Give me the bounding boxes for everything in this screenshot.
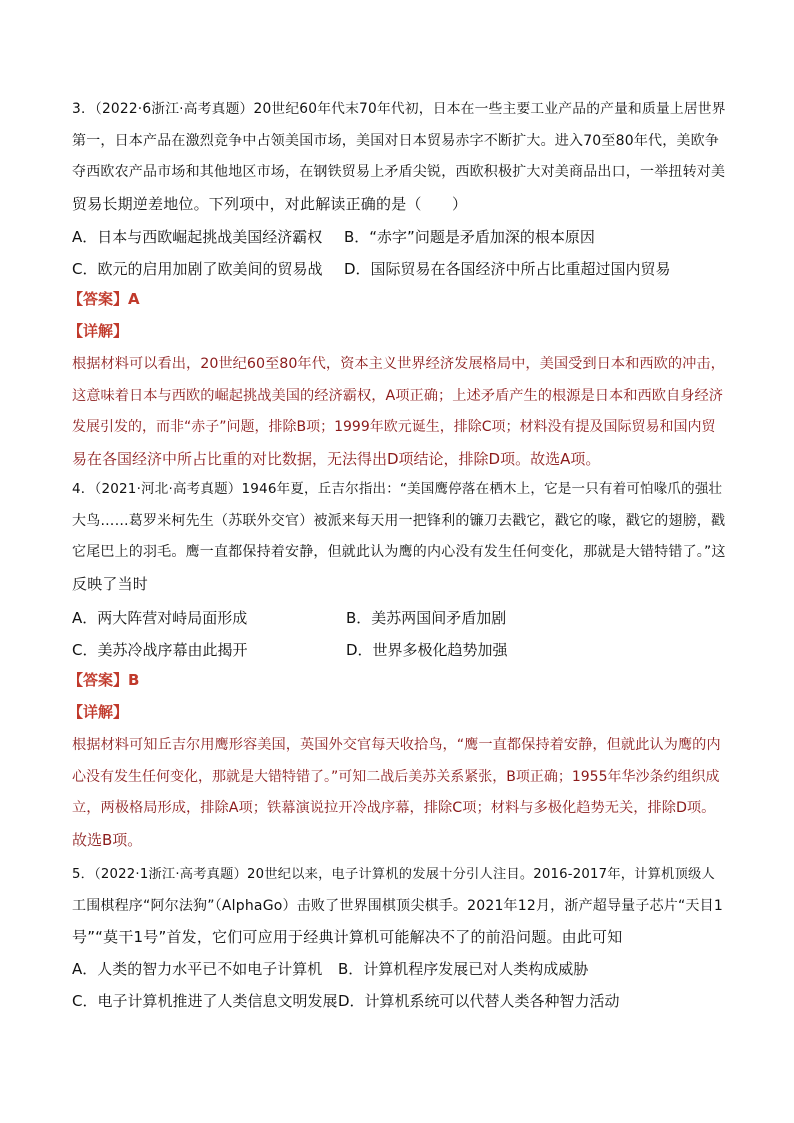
q5-line-1: 5．（2022·1浙江·高考真题）20世纪以来，电子计算机的发展十分引人注目。2016-2017年，计算机顶级人	[72, 867, 715, 882]
q4-exp-line-4: 故选B项。	[72, 830, 143, 849]
question-5-stem	[72, 859, 726, 954]
q4-exp-line-2: 心没有发生任何变化，那就是大错特错了。”可知二战后美苏关系紧张，B项正确；1955年华沙条约组织成	[72, 768, 720, 785]
q5-option-a[interactable]: A．人类的智力水平已不如电子计算机	[72, 960, 323, 978]
q5-option-c[interactable]: C．电子计算机推进了人类信息文明发展	[72, 991, 338, 1010]
q5-option-row-1	[72, 954, 726, 986]
q3-exp-line-4: 易在各国经济中所占比重的对比数据，无法得出D项结论，排除D项。故选A项。	[72, 449, 601, 468]
q4-detail-label: 【详解】	[68, 703, 129, 721]
q4-exp-line-3: 立，两极格局形成，排除A项；铁幕演说拉开冷战序幕，排除C项；材料与多极化趋势无关，排除D项。	[72, 800, 716, 816]
question-5-options	[72, 954, 726, 1017]
q5-option-row-2	[72, 986, 726, 1018]
q3-option-d[interactable]: D．国际贸易在各国经济中所占比重超过国内贸易	[344, 259, 671, 278]
answer-value: B	[128, 671, 140, 689]
question-4-stem	[72, 474, 726, 600]
q3-answer	[68, 288, 140, 309]
q4-option-row-1	[72, 603, 726, 635]
answer-label: 【答案】	[68, 290, 129, 308]
q5-line-3: 号”“莫干1号”首发，它们可应用于经典计算机可能解决不了的前沿问题。由此可知	[72, 928, 623, 946]
q4-line-2: 大鸟……葛罗米柯先生（苏联外交官）被派来每天用一把锋利的镰刀去戳它，戳它的喙，戳它的翅膀，戳	[72, 512, 726, 529]
q3-line-3: 夺西欧农产品市场和其他地区市场，在钢铁贸易上矛盾尖锐，西欧积极扩大对美商品出口，一举扭转对美	[72, 164, 726, 180]
q4-option-b[interactable]: B．美苏两国间矛盾加剧	[346, 609, 507, 627]
q3-option-c[interactable]: C．欧元的启用加剧了欧美间的贸易战	[72, 259, 323, 278]
q5-option-b[interactable]: B．计算机程序发展已对人类构成威胁	[338, 960, 589, 978]
q4-line-1: 4．（2021·河北·高考真题）1946年夏，丘吉尔指出：“美国鹰停落在栖木上，它是一只有着可怕喙爪的强壮	[72, 481, 723, 497]
q3-line-1: 3．（2022·6浙江·高考真题）20世纪60年代末70年代初，日本在一些主要工业产品的产量和质量上居世界	[72, 101, 726, 117]
q3-option-row-2	[72, 254, 726, 286]
q4-option-c[interactable]: C．美苏冷战序幕由此揭开	[72, 640, 248, 659]
q5-option-d[interactable]: D．计算机系统可以代替人类各种智力活动	[338, 991, 620, 1010]
q3-line-4: 贸易长期逆差地位。下列项中，对此解读正确的是（ ）	[72, 194, 468, 213]
q5-line-2: 工围棋程序“阿尔法狗”（AlphaGo）击败了世界围棋顶尖棋手。2021年12月，浙产超导量子芯片“天目1	[72, 897, 723, 914]
q3-option-b[interactable]: B．“赤字”问题是矛盾加深的根本原因	[344, 228, 595, 246]
q3-exp-line-1: 根据材料可以看出，20世纪60至80年代，资本主义世界经济发展格局中，美国受到日本和西欧的冲击，	[72, 356, 725, 372]
q4-option-a[interactable]: A．两大阵营对峙局面形成	[72, 609, 248, 627]
question-4-options	[72, 603, 726, 666]
q4-line-4: 反映了当时	[72, 574, 149, 593]
q3-exp-line-2: 这意味着日本与西欧的崛起挑战美国的经济霸权，A项正确；上述矛盾产生的根源是日本和西欧自身经济	[72, 387, 724, 404]
answer-label: 【答案】	[68, 671, 129, 689]
question-3-stem	[72, 94, 726, 220]
answer-value: A	[128, 290, 140, 308]
q4-line-3: 它尾巴上的羽毛。鹰一直都保持着安静，但就此认为鹰的内心没有发生任何变化，那就是大错特错了。”这	[72, 544, 726, 560]
q3-explanation	[72, 349, 726, 475]
q3-exp-line-3: 发展引发的，而非“赤子”问题，排除B项；1999年欧元诞生，排除C项；材料没有提及国际贸易和国内贸	[72, 419, 716, 435]
q4-answer	[68, 669, 139, 690]
q3-line-2: 第一，日本产品在激烈竞争中占领美国市场，美国对日本贸易赤字不断扩大。进入70至80年代，美欧争	[72, 132, 720, 149]
q3-detail-label: 【详解】	[68, 322, 129, 340]
q4-option-row-2	[72, 635, 726, 667]
q4-explanation	[72, 730, 726, 856]
q4-option-d[interactable]: D．世界多极化趋势加强	[346, 640, 508, 659]
question-3-options	[72, 222, 726, 285]
q3-option-a[interactable]: A．日本与西欧崛起挑战美国经济霸权	[72, 228, 323, 246]
q3-option-row-1	[72, 222, 726, 254]
q4-exp-line-1: 根据材料可知丘吉尔用鹰形容美国，英国外交官每天收拾鸟，“鹰一直都保持着安静，但就此认为鹰的内	[72, 737, 721, 753]
